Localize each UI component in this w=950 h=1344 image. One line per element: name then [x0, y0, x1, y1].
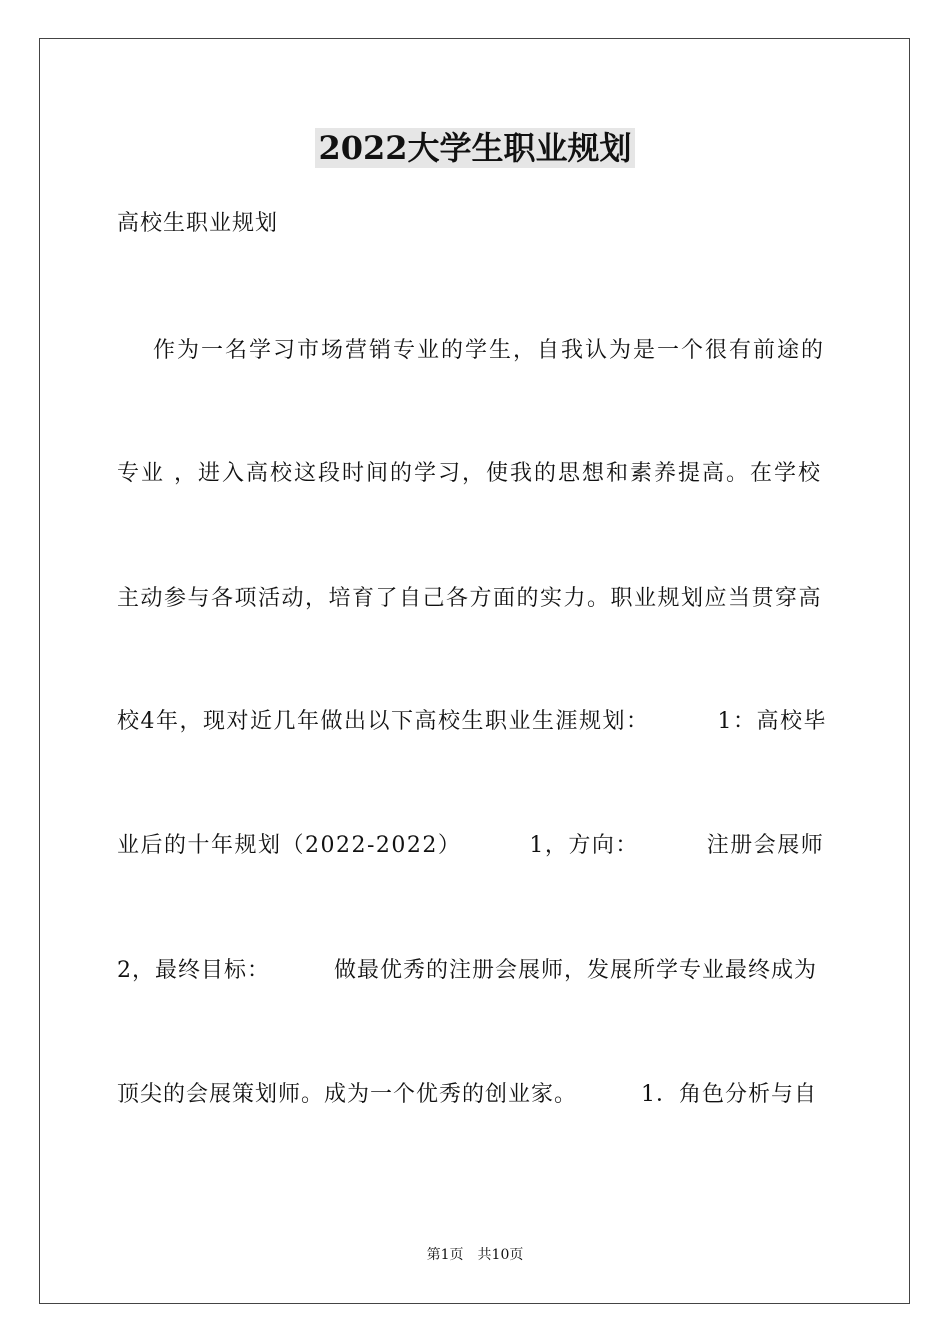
body-line-7: 顶尖的会展策划师。成为一个优秀的创业家。 1．角色分析与自: [117, 1082, 817, 1107]
page-footer: 第1页 共10页: [426, 1247, 524, 1263]
body-line-5: 业后的十年规划（2022-2022） 1，方向： 注册会展师: [117, 833, 825, 858]
body-line-3: 主动参与各项活动，培育了自己各方面的实力。职业规划应当贯穿高: [117, 586, 823, 611]
title-container: [0, 128, 950, 168]
body-line-2: 专业 ，进入高校这段时间的学习，使我的思想和素养提高。在学校: [117, 461, 822, 486]
body-line-6: 2，最终目标： 做最优秀的注册会展师，发展所学专业最终成为: [117, 958, 817, 983]
document-title: 2022大学生职业规划: [315, 128, 634, 168]
body-line-4: 校4年，现对近几年做出以下高校生职业生涯规划： 1：高校毕: [117, 709, 827, 734]
body-line-1: 作为一名学习市场营销专业的学生，自我认为是一个很有前途的: [117, 338, 825, 363]
document-subtitle: 高校生职业规划: [117, 211, 279, 236]
